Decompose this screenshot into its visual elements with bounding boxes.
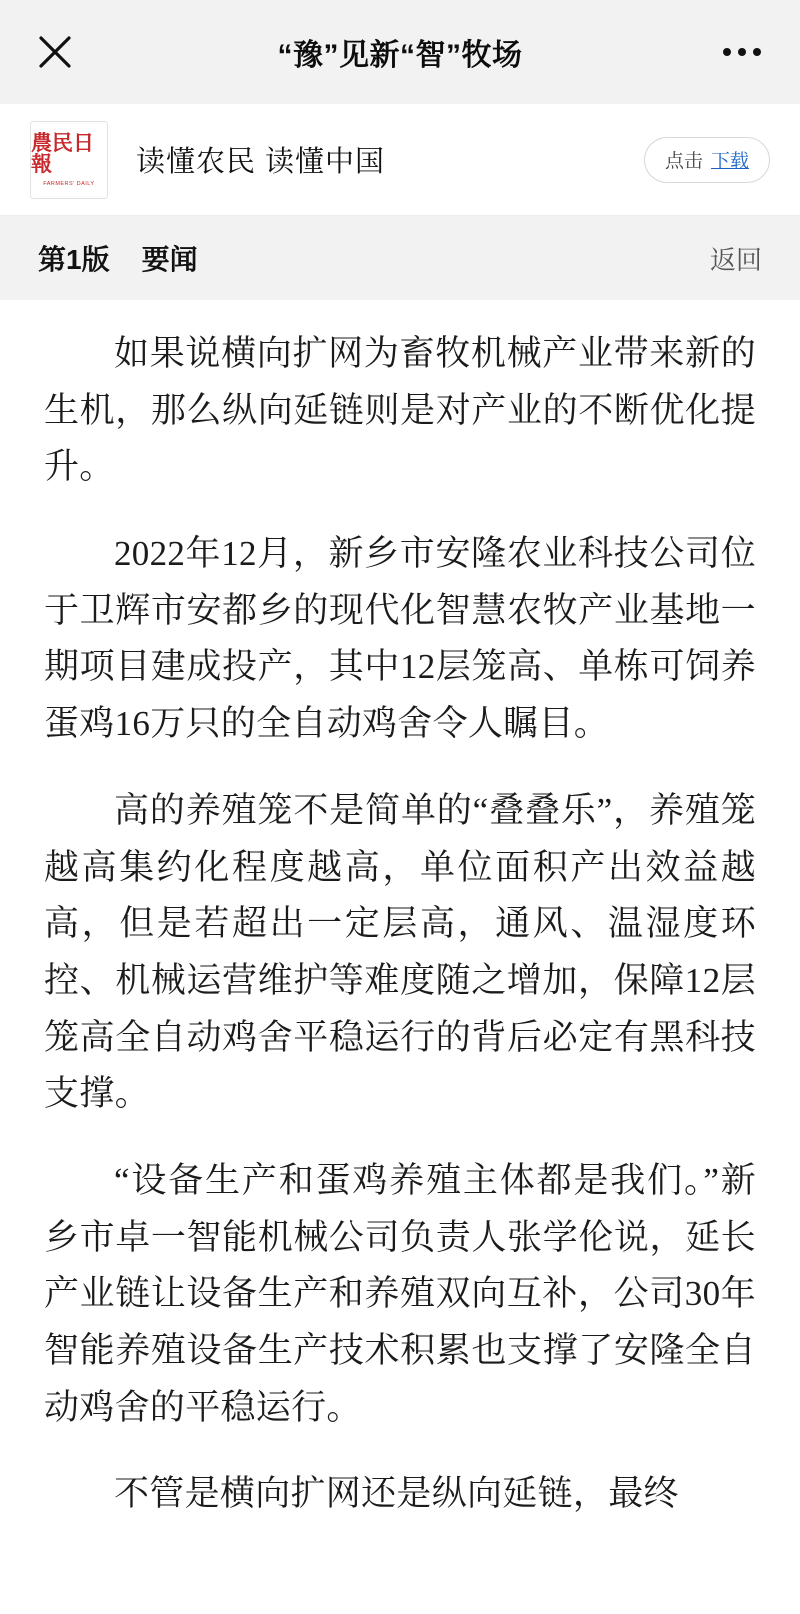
top-navigation-bar (0, 0, 800, 104)
article-paragraph: 2022年12月，新乡市安隆农业科技公司位于卫辉市安都乡的现代化智慧农牧产业基地一期项目建成投产，其中12层笼高、单栋可饲养蛋鸡16万只的全自动鸡舍令人瞩目。 (44, 534, 756, 744)
section-page-number[interactable]: 第1版 (38, 244, 110, 275)
article-paragraph: 如果说横向扩网为畜牧机械产业带来新的生机，那么纵向延链则是对产业的不断优化提升。 (44, 334, 756, 487)
close-button[interactable] (32, 29, 78, 75)
brand-slogan: 读懂农民 读懂中国 (136, 146, 386, 178)
article-paragraph: “设备生产和蛋鸡养殖主体都是我们。”新乡市卓一智能机械公司负责人张学伦说，延长产业链让设备生产和养殖双向互补，公司30年智能养殖设备生产技术积累也支撑了安隆全自动鸡舍的平稳运行。 (44, 1160, 756, 1427)
publisher-logo (30, 121, 108, 199)
section-name[interactable]: 要闻 (141, 244, 198, 275)
publisher-logo-subtext: FARMERS' DAILY (43, 180, 95, 187)
close-icon (38, 35, 72, 69)
article-paragraph: 不管是横向扩网还是纵向延链，最终 (114, 1474, 679, 1514)
download-link[interactable]: 下载 (710, 151, 749, 172)
more-dots-icon (753, 48, 761, 56)
brand-header (0, 104, 800, 216)
more-options-button[interactable] (716, 29, 768, 75)
article-body (0, 300, 800, 1523)
back-button[interactable]: 返回 (709, 244, 762, 275)
more-dots-icon (723, 48, 731, 56)
download-button[interactable] (644, 137, 770, 183)
article-paragraph: 高的养殖笼不是简单的“叠叠乐”，养殖笼越高集约化程度越高，单位面积产出效益越高，但是若超出一定层高，通风、温湿度环控、机械运营维护等难度随之增加，保障12层笼高全自动鸡舍平稳运行的背后必定有黑科技支撑。 (44, 790, 756, 1114)
publisher-logo-text: 農民日報 (31, 130, 94, 176)
download-prefix-label: 点击 (664, 151, 703, 172)
more-dots-icon (738, 48, 746, 56)
page-title: “豫”见新“智”牧场 (277, 39, 523, 72)
section-bar (0, 216, 800, 300)
